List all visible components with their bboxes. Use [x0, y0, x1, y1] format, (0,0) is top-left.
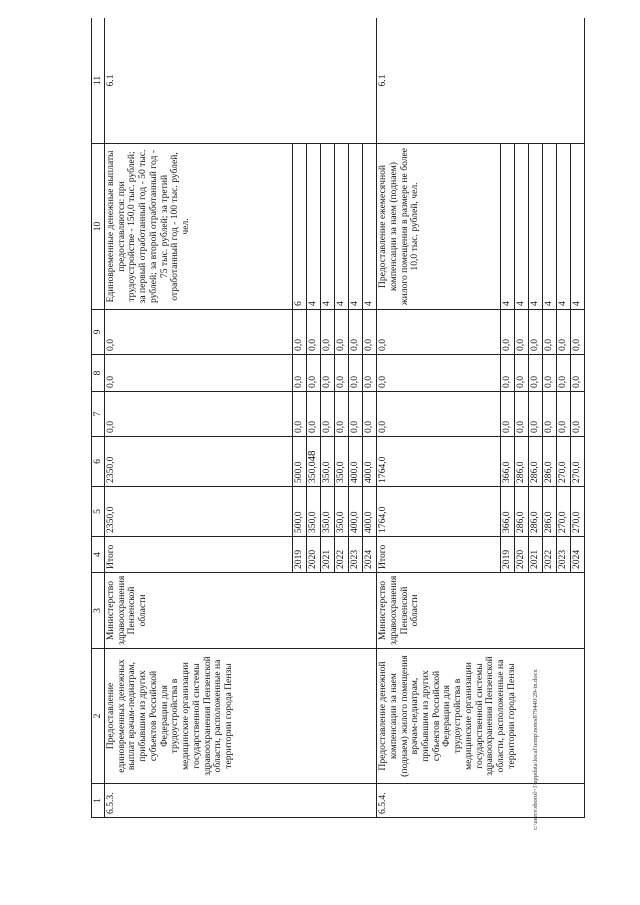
column-number: 9 [92, 310, 105, 355]
col6-cell: 350,0 [321, 437, 335, 487]
col5-cell: 286,0 [515, 487, 529, 537]
col10-cell: 4 [321, 144, 335, 310]
column-number: 1 [92, 784, 105, 818]
column-number: 3 [92, 573, 105, 649]
col6-cell: 286,0 [529, 437, 543, 487]
col10-cell: 6 [293, 144, 307, 310]
col7-cell: 0,0 [557, 392, 571, 437]
total-label: Итого [377, 537, 501, 573]
year-cell: 2024 [363, 537, 377, 573]
total-col6: 1764,0 [377, 437, 501, 487]
total-col6: 2350,0 [105, 437, 293, 487]
col5-cell: 350,0 [335, 487, 349, 537]
footer-file-path: c:\users\sborol~1\appdata\local\temp\notes879440\29-in.docx [532, 669, 539, 830]
column-number: 6 [92, 437, 105, 487]
column-number: 7 [92, 392, 105, 437]
col7-cell: 0,0 [543, 392, 557, 437]
col9-cell: 0,0 [571, 310, 585, 355]
column-number: 5 [92, 487, 105, 537]
col7-cell: 0,0 [515, 392, 529, 437]
col9-cell: 0,0 [543, 310, 557, 355]
col6-cell: 286,0 [515, 437, 529, 487]
column-number: 4 [92, 537, 105, 573]
total-col8: 0,0 [105, 355, 293, 392]
col8-cell: 0,0 [335, 355, 349, 392]
col5-cell: 350,0 [307, 487, 321, 537]
total-col9: 0,0 [377, 310, 501, 355]
col6-cell: 350,0 [335, 437, 349, 487]
col7-cell: 0,0 [335, 392, 349, 437]
col10-cell: 4 [571, 144, 585, 310]
column-number: 10 [92, 144, 105, 310]
col8-cell: 0,0 [571, 355, 585, 392]
activity-number: 6.5.4. [377, 784, 585, 818]
col9-cell: 0,0 [293, 310, 307, 355]
col7-cell: 0,0 [529, 392, 543, 437]
col6-cell: 400,0 [349, 437, 363, 487]
total-col5: 2350,0 [105, 487, 293, 537]
col7-cell: 0,0 [307, 392, 321, 437]
activity-goal-ref: 6.1 [105, 18, 377, 144]
column-number-row [92, 18, 105, 818]
col9-cell: 0,0 [501, 310, 515, 355]
activity-name: Предоставление единовременных денежных выплат врачам-педиатрам, прибывшим из других субъектов Российской Федерации для трудоустройства в медицинские организации государственной системы здравоохранения Пензенской области, расположенные на территории города Пензы [105, 649, 377, 784]
col6-cell: 400,0 [363, 437, 377, 487]
year-cell: 2019 [501, 537, 515, 573]
activity-total-row [377, 18, 501, 818]
year-cell: 2022 [335, 537, 349, 573]
year-cell: 2023 [349, 537, 363, 573]
column-number: 2 [92, 649, 105, 784]
col8-cell: 0,0 [543, 355, 557, 392]
col10-cell: 4 [543, 144, 557, 310]
col7-cell: 0,0 [321, 392, 335, 437]
col10-cell: 4 [349, 144, 363, 310]
total-label: Итого [105, 537, 293, 573]
col5-cell: 286,0 [543, 487, 557, 537]
column-number: 11 [92, 18, 105, 144]
col6-cell: 350,0 [307, 437, 321, 487]
activity-goal-ref: 6.1 [377, 18, 585, 144]
total-col7: 0,0 [377, 392, 501, 437]
activity-executor: Министерство здравоохранения Пензенской области [377, 573, 585, 649]
col8-cell: 0,0 [293, 355, 307, 392]
col5-cell: 270,0 [557, 487, 571, 537]
col9-cell: 0,0 [307, 310, 321, 355]
total-col5: 1764,0 [377, 487, 501, 537]
col10-cell: 4 [529, 144, 543, 310]
col10-cell: 4 [501, 144, 515, 310]
col8-cell: 0,0 [515, 355, 529, 392]
col7-cell: 0,0 [293, 392, 307, 437]
col10-cell: 4 [307, 144, 321, 310]
table-body [105, 18, 585, 818]
col7-cell: 0,0 [363, 392, 377, 437]
col6-cell: 270,0 [557, 437, 571, 487]
col6-cell: 270,0 [571, 437, 585, 487]
year-cell: 2020 [307, 537, 321, 573]
col5-cell: 400,0 [349, 487, 363, 537]
activity-total-row [105, 18, 293, 818]
year-cell: 2024 [571, 537, 585, 573]
activity-number: 6.5.3. [105, 784, 377, 818]
col8-cell: 0,0 [307, 355, 321, 392]
program-table-container [91, 18, 585, 818]
col8-cell: 0,0 [321, 355, 335, 392]
year-cell: 2022 [543, 537, 557, 573]
col8-cell: 0,0 [557, 355, 571, 392]
year-cell: 2021 [321, 537, 335, 573]
col9-cell: 0,0 [363, 310, 377, 355]
col8-cell: 0,0 [349, 355, 363, 392]
rotated-table-frame [91, 18, 585, 818]
col5-cell: 286,0 [529, 487, 543, 537]
column-number: 8 [92, 355, 105, 392]
col9-cell: 0,0 [515, 310, 529, 355]
col5-cell: 500,0 [293, 487, 307, 537]
activity-executor: Министерство здравоохранения Пензенской области [105, 573, 377, 649]
program-activities-table [91, 18, 585, 818]
activity-indicator: Единовременные денежные выплаты предоставляются: при трудоустройстве - 150,0 тыс. рублей; за первый отработанный год - 50 тыс. рублей; за второй отработанный год - 75 тыс. рублей; за третий отработанный год - 100 тыс. рублей, чел. [105, 144, 293, 310]
year-cell: 2019 [293, 537, 307, 573]
col6-cell: 366,0 [501, 437, 515, 487]
col5-cell: 350,0 [321, 487, 335, 537]
total-col7: 0,0 [105, 392, 293, 437]
col7-cell: 0,0 [501, 392, 515, 437]
col5-cell: 400,0 [363, 487, 377, 537]
col5-cell: 270,0 [571, 487, 585, 537]
col8-cell: 0,0 [529, 355, 543, 392]
total-col8: 0,0 [377, 355, 501, 392]
col9-cell: 0,0 [335, 310, 349, 355]
year-cell: 2021 [529, 537, 543, 573]
page-number: 48 [306, 450, 318, 462]
col6-cell: 286,0 [543, 437, 557, 487]
col8-cell: 0,0 [363, 355, 377, 392]
col10-cell: 4 [363, 144, 377, 310]
col9-cell: 0,0 [557, 310, 571, 355]
col7-cell: 0,0 [571, 392, 585, 437]
year-cell: 2020 [515, 537, 529, 573]
total-col9: 0,0 [105, 310, 293, 355]
col9-cell: 0,0 [321, 310, 335, 355]
col9-cell: 0,0 [529, 310, 543, 355]
col8-cell: 0,0 [501, 355, 515, 392]
activity-name: Предоставление денежной компенсации за наем (поднаем) жилого помещения врачам-педиатрам, прибывшим из других субъектов Российской Федерации для трудоустройства в медицинские организации государственной системы здравоохранения Пензенской области, расположенные на территории города Пензы [377, 649, 585, 784]
col10-cell: 4 [515, 144, 529, 310]
col10-cell: 4 [557, 144, 571, 310]
activity-indicator: Предоставление ежемесячной компенсации за наем (поднаем) жилого помещения в размере не более 10,0 тыс. рублей, чел. [377, 144, 501, 310]
col7-cell: 0,0 [349, 392, 363, 437]
col6-cell: 500,0 [293, 437, 307, 487]
col9-cell: 0,0 [349, 310, 363, 355]
col10-cell: 4 [335, 144, 349, 310]
col5-cell: 366,0 [501, 487, 515, 537]
year-cell: 2023 [557, 537, 571, 573]
